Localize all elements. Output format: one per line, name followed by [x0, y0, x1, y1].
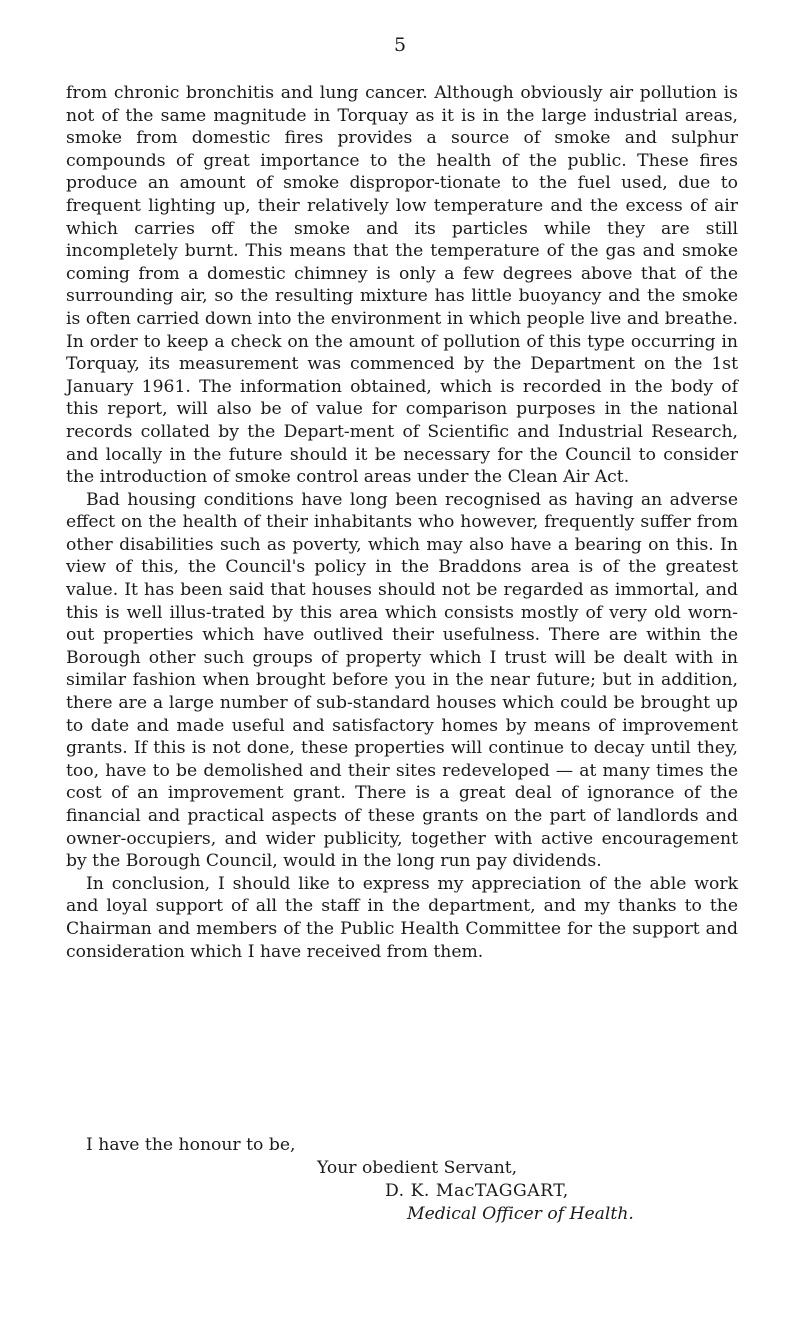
- paragraph-conclusion: In conclusion, I should like to express my appreciation of the able work and loyal support of all the staff in the department, and my thanks to the Chairman and members of the Public Health Committee for the support and consideration which I have received from them.: [66, 873, 738, 962]
- paragraph-housing: Bad housing conditions have long been recognised as having an adverse effect on the health of their inhabitants who however, frequently suffer from other disabilities such as poverty, which may also have a bearing on this. In view of this, the Council's policy in the Braddons area is of the greatest value. It has been said that houses should not be regarded as immortal, and this is well illus-trated by this area which consists mostly of very old worn-out properties which have outlived their usefulness. There are within the Borough other such groups of property which I trust will be dealt with in similar fashion when brought before you in the near future; but in addition, there are a large number of sub-standard houses which could be brought up to date and made useful and satisfactory homes by means of improvement grants. If this is not done, these properties will continue to decay until they, too, have to be demolished and their sites redeveloped — at many times the cost of an improvement grant. There is a great deal of ignorance of the financial and practical aspects of these grants on the part of landlords and owner-occupiers, and wider publicity, together with active encouragement by the Borough Council, would in the long run pay dividends.: [66, 489, 738, 872]
- closing-salutation: Your obedient Servant,: [317, 1158, 518, 1178]
- page-number: 5: [393, 34, 407, 56]
- signature-title: Medical Officer of Health.: [407, 1204, 634, 1224]
- signature-name: D. K. MacTAGGART,: [385, 1181, 569, 1201]
- closing-honour-line: I have the honour to be,: [86, 1135, 296, 1155]
- paragraph-air-pollution: from chronic bronchitis and lung cancer. Although obviously air pollution is not of the same magnitude in Torquay as it is in the large industrial areas, smoke from domestic fires provides a source of smoke and sulphur compounds of great importance to the health of the public. These fires produce an amount of smoke dispropor-tionate to the fuel used, due to frequent lighting up, their relatively low temperature and the excess of air which carries off the smoke and its particles while they are still incompletely burnt. This means that the temperature of the gas and smoke coming from a domestic chimney is only a few degrees above that of the surrounding air, so the resulting mixture has little buoyancy and the smoke is often carried down into the environment in which people live and breathe. In order to keep a check on the amount of pollution of this type occurring in Torquay, its measurement was commenced by the Department on the 1st January 1961. The information obtained, which is recorded in the body of this report, will also be of value for comparison purposes in the national records collated by the Depart-ment of Scientific and Industrial Research, and locally in the future should it be necessary for the Council to consider the introduction of smoke control areas under the Clean Air Act.: [66, 83, 738, 488]
- report-body: [66, 82, 738, 963]
